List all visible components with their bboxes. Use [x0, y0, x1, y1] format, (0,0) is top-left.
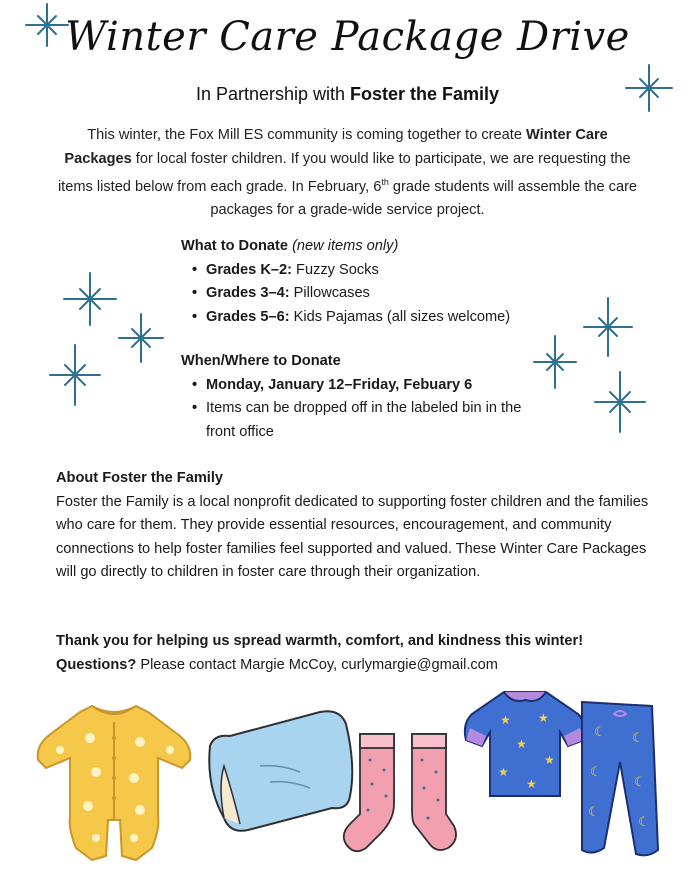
contact-text: Please contact Margie McCoy, curlymargie@gmail.com: [136, 656, 498, 673]
svg-text:☾: ☾: [590, 765, 602, 780]
subtitle-prefix: In Partnership with: [195, 84, 351, 104]
item-label: Fuzzy Socks: [291, 261, 379, 278]
pajama-pants-icon: [560, 696, 664, 862]
svg-text:☾: ☾: [638, 815, 650, 830]
svg-text:★: ★: [516, 737, 527, 751]
item-label: Pillowcases: [289, 285, 370, 301]
svg-text:☾: ☾: [588, 805, 600, 820]
intro-paragraph: [52, 124, 643, 223]
subtitle: [0, 84, 695, 105]
about-section: [56, 467, 656, 585]
svg-text:☾: ☾: [634, 775, 646, 790]
intro-bold: Winter Care Packages: [64, 127, 608, 167]
grade-label: Grades 5–6:: [206, 308, 290, 325]
item-label: Kids Pajamas (all sizes welcome): [289, 308, 511, 325]
page-title: Winter Care Package Drive: [65, 14, 630, 60]
list-item: [206, 282, 561, 306]
svg-text:★: ★: [526, 777, 537, 791]
donate-note: (new items only): [288, 238, 399, 254]
donate-heading: What to Donate: [181, 238, 289, 254]
socks-icon: [342, 730, 462, 854]
questions-label: Questions?: [56, 656, 137, 673]
intro-text-3: grade students will assemble the care packages for a grade-wide service project.: [210, 178, 638, 219]
pillow-icon: [200, 706, 360, 836]
sparkle-star-icon: [48, 343, 102, 407]
list-item: [206, 259, 561, 283]
svg-text:★: ★: [500, 713, 511, 727]
list-item: [206, 306, 561, 330]
intro-sup: th: [381, 177, 389, 187]
sparkle-star-icon: [593, 370, 647, 434]
closing-section: [56, 630, 676, 677]
grade-label: Grades 3–4:: [206, 285, 290, 301]
questions-line: [56, 654, 676, 678]
about-heading: About Foster the Family: [56, 470, 224, 486]
grade-label: Grades K–2:: [206, 261, 292, 278]
when-section: [181, 350, 561, 444]
intro-text-1: This winter, the Fox Mill ES community is coming together to create: [87, 127, 526, 143]
intro-text-2: for local foster children. If you would like to participate, we are requesting the items listed below from each grade. In February, 6: [57, 150, 631, 195]
list-item: • Monday, January 12–Friday, Febuary 6: [206, 374, 561, 398]
when-list: [181, 374, 561, 445]
svg-text:★: ★: [538, 711, 549, 725]
sparkle-star-icon: [117, 312, 165, 364]
about-body: Foster the Family is a local nonprofit dedicated to supporting foster children and the families who care for them. They provide essential resources, encouragement, and community connections to help foster families feel supported and valued. These Winter Care Packages will go directly to children in foster care through their organization.: [56, 493, 649, 580]
donate-list: [181, 259, 561, 330]
sparkle-star-icon: [62, 271, 118, 327]
svg-text:★: ★: [544, 753, 555, 767]
thanks-line: Thank you for helping us spread warmth, comfort, and kindness this winter!: [56, 633, 584, 649]
svg-text:☾: ☾: [632, 731, 644, 746]
svg-text:★: ★: [498, 765, 509, 779]
sparkle-star-icon: [582, 296, 634, 358]
partner-name: Foster the Family: [350, 84, 500, 104]
list-item: • Items can be dropped off in the labeled bin in the front office: [206, 397, 536, 444]
when-heading: When/Where to Donate: [181, 353, 341, 369]
onesie-icon: [30, 698, 198, 868]
donate-section: [181, 235, 561, 329]
svg-text:☾: ☾: [594, 725, 606, 740]
